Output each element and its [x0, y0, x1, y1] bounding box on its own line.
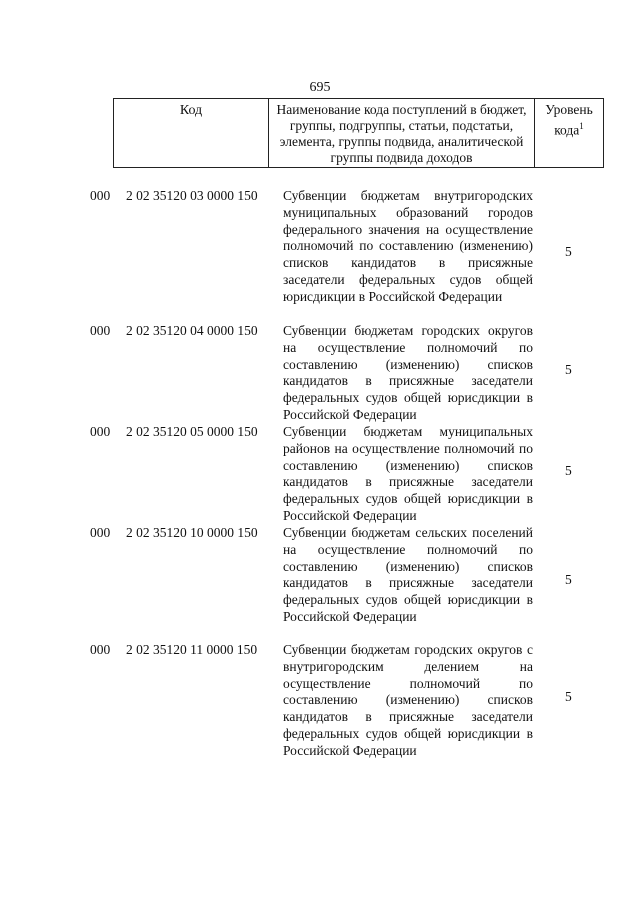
admin-code: 000	[90, 188, 111, 203]
revenue-name: Субвенции бюджетам городских округов с внутригородским делением на осуществление полномочий по составлению (изменению) списков кандидатов в присяжные заседатели федеральных судов общей юрисдикции в Российской Федерации	[283, 642, 533, 758]
revenue-name: Субвенции бюджетам городских округов на осуществление полномочий по составлению (изменению) списков кандидатов в присяжные заседатели федеральных судов общей юрисдикции в Российской Федерации	[283, 323, 533, 422]
revenue-code: 2 02 35120 11 0000 150	[126, 642, 258, 657]
revenue-name: Субвенции бюджетам муниципальных районов на осуществление полномочий по составлению (изменению) списков кандидатов в присяжные заседатели федеральных судов общей юрисдикции в Российской Федерации	[283, 424, 533, 523]
admin-code: 000	[90, 323, 111, 338]
admin-code: 000	[90, 424, 111, 439]
header-name: Наименование кода поступлений в бюджет, группы, подгруппы, статьи, подстатьи, элемента, группы подвида, аналитической группы подвида доходов	[269, 99, 535, 167]
code-level: 5	[565, 463, 572, 478]
code-level: 5	[565, 362, 572, 377]
code-level: 5	[565, 689, 572, 704]
revenue-code: 2 02 35120 04 0000 150	[126, 323, 258, 338]
header-level-label: Уровень кода	[545, 102, 593, 138]
admin-code: 000	[90, 525, 111, 540]
table-header	[113, 98, 604, 168]
revenue-name: Субвенции бюджетам сельских поселений на осуществление полномочий по составлению (изменению) списков кандидатов в присяжные заседатели федеральных судов общей юрисдикции в Российской Федерации	[283, 525, 533, 624]
revenue-code: 2 02 35120 05 0000 150	[126, 424, 258, 439]
revenue-code: 2 02 35120 03 0000 150	[126, 188, 258, 203]
code-level: 5	[565, 244, 572, 259]
revenue-name: Субвенции бюджетам внутригородских муниципальных образований городов федерального значения на осуществление полномочий по составлению (изменению) списков кандидатов в присяжные заседатели федеральных судов общей юрисдикции в Российской Федерации	[283, 188, 533, 304]
header-level	[535, 99, 603, 167]
page-number: 695	[309, 80, 331, 95]
admin-code: 000	[90, 642, 111, 657]
footnote-mark: 1	[579, 121, 584, 131]
header-code: Код	[114, 99, 269, 167]
code-level: 5	[565, 572, 572, 587]
revenue-code: 2 02 35120 10 0000 150	[126, 525, 258, 540]
